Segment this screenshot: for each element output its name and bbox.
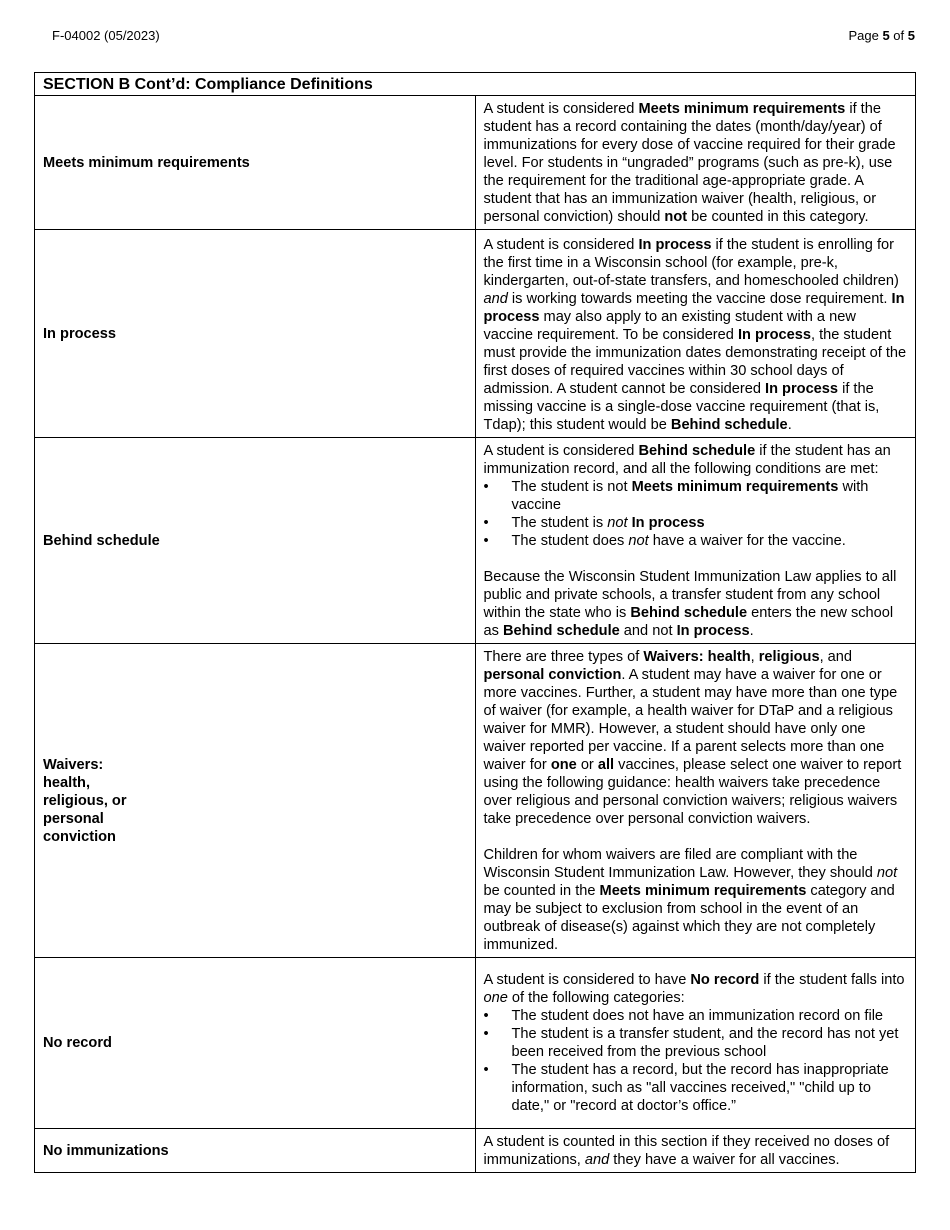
behind-schedule-conditions xyxy=(484,478,908,550)
no-record-categories xyxy=(484,1007,908,1115)
list-item: • The student is not Meets minimum requirements with vaccine xyxy=(484,478,908,514)
form-id: F-04002 (05/2023) xyxy=(52,28,160,43)
section-title: SECTION B Cont’d: Compliance Definitions xyxy=(35,73,916,96)
definition-behind-schedule: A student is considered Behind schedule if the student has an immunization record, and all the following conditions are met: • The student is not Meets minimum requirements with vaccine • The student is not In process • The student does not have a waiver for the vaccine. Because the Wisconsin Student Immunization Law applies to all public and private schools, a transfer student from any school within the state who is Behind schedule enters the new school as Behind schedule and not In process. xyxy=(475,438,916,644)
page-number: Page 5 of 5 xyxy=(848,28,915,43)
list-item: • The student does not have an immunization record on file xyxy=(484,1007,908,1025)
definition-meets-minimum: A student is considered Meets minimum requirements if the student has a record containing the dates (month/day/year) of immunizations for every dose of vaccine required for their grade level. For students in “ungraded” programs (such as pre-k), use the requirement for the traditional age-appropriate grade. A student that has an immunization waiver (health, religious, or personal conviction) should not be counted in this category. xyxy=(475,96,916,230)
table-row xyxy=(35,644,916,958)
definition-in-process: A student is considered In process if the student is enrolling for the first time in a Wisconsin school (for example, pre-k, kindergarten, out-of-state transfers, and homeschooled children) and is working towards meeting the vaccine dose requirement. In process may also apply to an existing student with a new vaccine requirement. To be considered In process, the student must provide the immunization dates demonstrating receipt of the first doses of required vaccines within 30 school days of admission. A student cannot be considered In process if the missing vaccine is a single-dose vaccine requirement (that is, Tdap); this student would be Behind schedule. xyxy=(475,230,916,438)
term-no-immunizations: No immunizations xyxy=(35,1129,476,1173)
table-row xyxy=(35,958,916,1129)
term-meets-minimum: Meets minimum requirements xyxy=(35,96,476,230)
term-waivers: Waivers: health, religious, or personal conviction xyxy=(35,644,476,958)
list-item: • The student is not In process xyxy=(484,514,908,532)
table-row xyxy=(35,1129,916,1173)
table-row xyxy=(35,438,916,644)
table-row xyxy=(35,96,916,230)
term-no-record: No record xyxy=(35,958,476,1129)
definition-no-record: A student is considered to have No record if the student falls into one of the following categories: • The student does not have an immunization record on file • The student is a transfer student, and the record has not yet been received from the previous school • The student has a record, but the record has inappropriate information, such as "all vaccines received," "child up to date," or "record at doctor’s office.” xyxy=(475,958,916,1129)
list-item: • The student is a transfer student, and the record has not yet been received from the previous school xyxy=(484,1025,908,1061)
table-row xyxy=(35,230,916,438)
definition-no-immunizations: A student is counted in this section if they received no doses of immunizations, and they have a waiver for all vaccines. xyxy=(475,1129,916,1173)
term-in-process: In process xyxy=(35,230,476,438)
list-item: • The student has a record, but the record has inappropriate information, such as "all vaccines received," "child up to date," or "record at doctor’s office.” xyxy=(484,1061,908,1115)
term-behind-schedule: Behind schedule xyxy=(35,438,476,644)
compliance-definitions-table xyxy=(34,72,916,1173)
list-item: • The student does not have a waiver for the vaccine. xyxy=(484,532,908,550)
definition-waivers: There are three types of Waivers: health, religious, and personal conviction. A student may have a waiver for one or more vaccines. Further, a student may have more than one type of waiver (for example, a health waiver for DTaP and a religious waiver for MMR). However, a student should have only one waiver reported per vaccine. If a parent selects more than one waiver for one or all vaccines, please select one waiver to report using the following guidance: health waivers take precedence over religious and personal conviction waivers; religious waivers take precedence over personal conviction waivers. Children for whom waivers are filed are compliant with the Wisconsin Student Immunization Law. However, they should not be counted in the Meets minimum requirements category and may be subject to exclusion from school in the event of an outbreak of disease(s) against which they are not completely immunized. xyxy=(475,644,916,958)
